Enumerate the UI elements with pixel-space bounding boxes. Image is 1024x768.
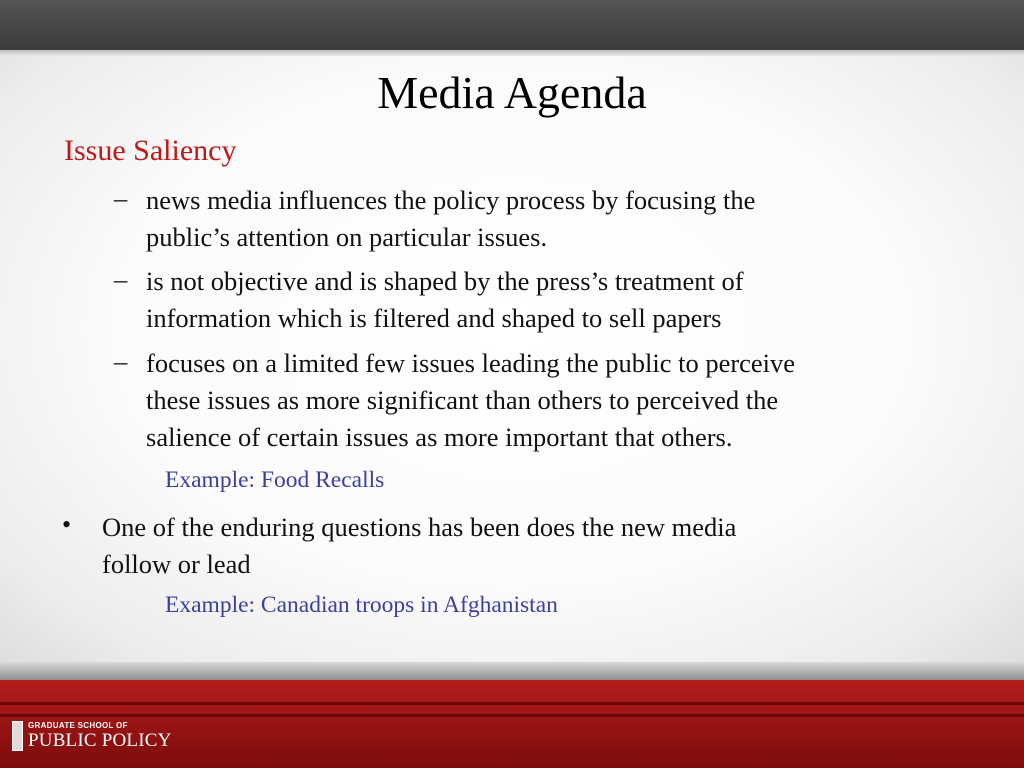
logo-name-line: PUBLIC POLICY: [28, 730, 172, 751]
section-heading: Issue Saliency: [64, 134, 237, 167]
top-band: [0, 0, 1024, 50]
example-text: Example: Food Recalls: [165, 467, 385, 493]
seal-icon: [12, 721, 23, 751]
bullet-line: follow or lead: [102, 549, 251, 579]
school-logo: [12, 718, 182, 756]
dash-marker: –: [114, 346, 128, 376]
dash-marker: –: [114, 264, 128, 294]
slide-title: Media Agenda: [377, 67, 647, 118]
list-item-line: public’s attention on particular issues.: [146, 222, 548, 252]
example-text: Example: Canadian troops in Afghanistan: [165, 592, 558, 618]
list-item-line: focuses on a limited few issues leading the public to perceive: [146, 348, 796, 378]
bullet-marker: •: [62, 510, 72, 539]
list-item-line: news media influences the policy process by focusing the: [146, 185, 756, 215]
list-item-line: salience of certain issues as more important that others.: [146, 422, 733, 452]
panel-bottom-edge: [0, 662, 1024, 680]
bullet-line: One of the enduring questions has been does the new media: [102, 512, 737, 542]
footer-stripe: [0, 702, 1024, 705]
logo-school-line: GRADUATE SCHOOL OF: [28, 721, 128, 730]
footer-stripe: [0, 714, 1024, 717]
list-item-line: information which is filtered and shaped to sell papers: [146, 303, 722, 333]
list-item-line: these issues as more significant than others to perceived the: [146, 385, 779, 415]
dash-marker: –: [114, 183, 128, 213]
list-item-line: is not objective and is shaped by the press’s treatment of: [146, 266, 744, 296]
